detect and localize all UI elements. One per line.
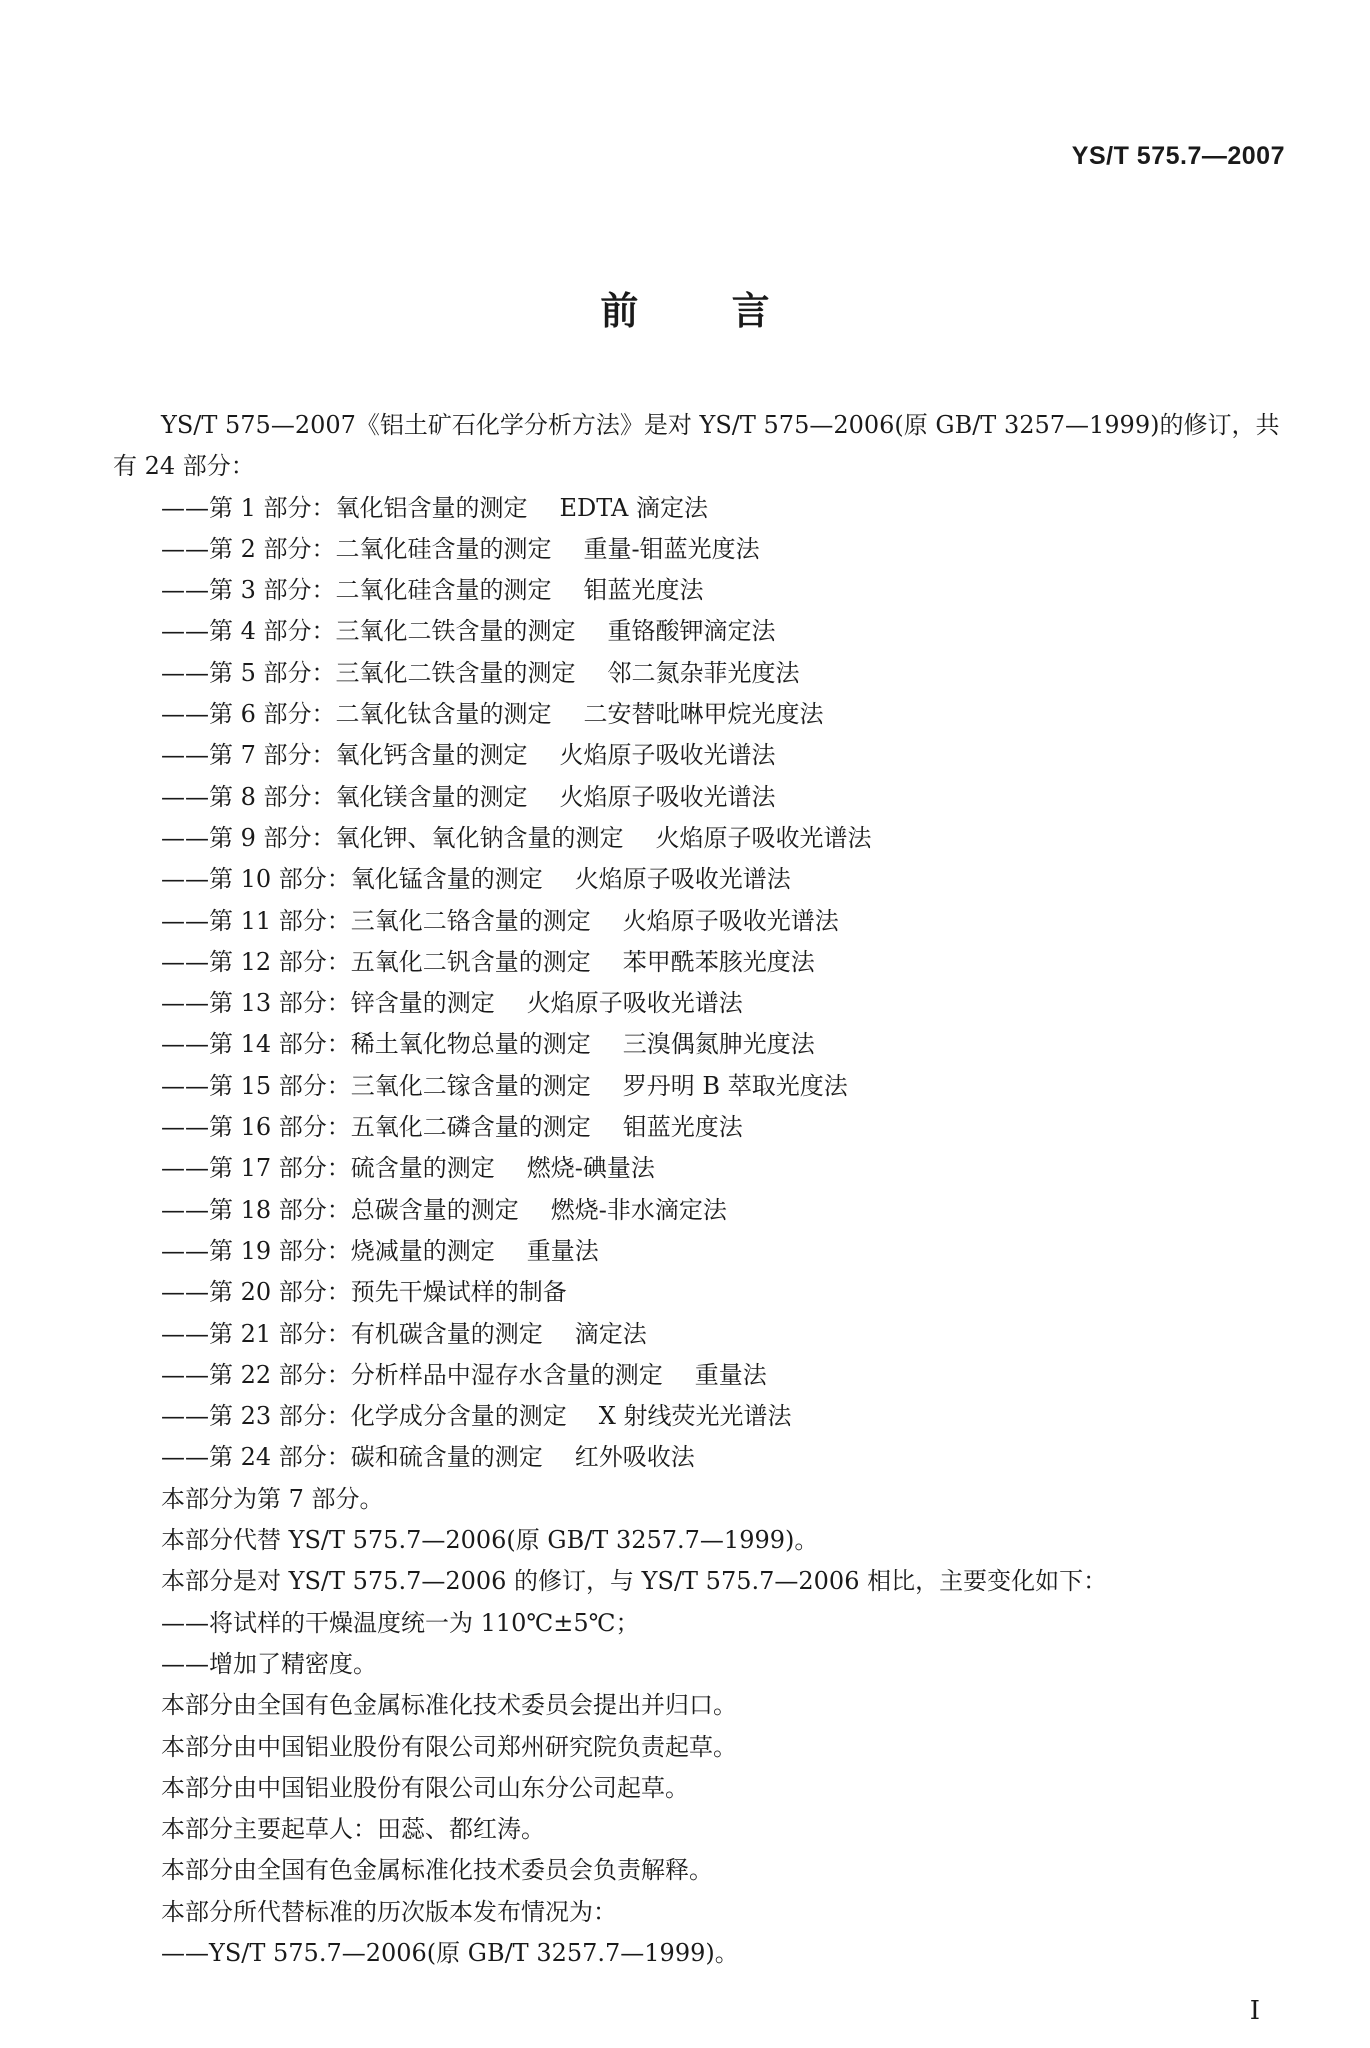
part-label: ——第 18 部分：总碳含量的测定 (161, 1195, 519, 1224)
part-item (113, 735, 1288, 776)
part-label: ——第 3 部分：二氧化硅含量的测定 (161, 576, 552, 605)
part-method: 燃烧-非水滴定法 (550, 1195, 727, 1224)
part-item (113, 694, 1288, 735)
page-number: I (1249, 1996, 1260, 2026)
body-paragraph: ——增加了精密度。 (161, 1649, 377, 1678)
part-label: ——第 17 部分：硫含量的测定 (161, 1154, 495, 1183)
part-item (113, 818, 1288, 859)
body-paragraph: 本部分所代替标准的历次版本发布情况为： (161, 1897, 617, 1926)
part-method: 重铬酸钾滴定法 (607, 617, 776, 646)
part-item (113, 859, 1288, 900)
part-label: ——第 6 部分：二氧化钛含量的测定 (161, 700, 552, 729)
body-paragraph: 本部分由全国有色金属标准化技术委员会负责解释。 (161, 1856, 713, 1885)
part-method: 钼蓝光度法 (622, 1113, 743, 1142)
part-item (113, 901, 1288, 942)
part-label: ——第 19 部分：烧减量的测定 (161, 1236, 495, 1265)
part-item (113, 1355, 1288, 1396)
part-item (113, 1024, 1288, 1065)
part-method: 火焰原子吸收光谱法 (622, 906, 839, 935)
parts-list (113, 488, 1288, 1479)
part-item (113, 1231, 1288, 1272)
body-paragraph: 本部分为第 7 部分。 (161, 1484, 384, 1513)
part-method: 三溴偶氮胂光度法 (622, 1030, 815, 1059)
body-paragraph: 本部分是对 YS/T 575.7—2006 的修订，与 YS/T 575.7—2006 相比，主要变化如下： (161, 1567, 1108, 1596)
part-item (113, 777, 1288, 818)
part-item (113, 1107, 1288, 1148)
part-label: ——第 11 部分：三氧化二铬含量的测定 (161, 906, 591, 935)
part-label: ——第 20 部分：预先干燥试样的制备 (161, 1278, 567, 1307)
part-label: ——第 16 部分：五氧化二磷含量的测定 (161, 1113, 591, 1142)
part-item (113, 1190, 1288, 1231)
part-method: 滴定法 (574, 1319, 647, 1348)
part-label: ——第 12 部分：五氧化二钒含量的测定 (161, 947, 591, 976)
part-method: 重量法 (694, 1360, 767, 1389)
part-method: 二安替吡啉甲烷光度法 (583, 700, 824, 729)
part-item (113, 983, 1288, 1024)
part-item (113, 653, 1288, 694)
part-method: 苯甲酰苯胲光度法 (622, 947, 815, 976)
part-label: ——第 14 部分：稀土氧化物总量的测定 (161, 1030, 591, 1059)
part-method: 火焰原子吸收光谱法 (526, 989, 743, 1018)
page-title: 前 言 (600, 289, 810, 333)
part-label: ——第 10 部分：氧化锰含量的测定 (161, 865, 543, 894)
part-method: 火焰原子吸收光谱法 (559, 741, 776, 770)
part-item (113, 1066, 1288, 1107)
body-paragraph: ——YS/T 575.7—2006(原 GB/T 3257.7—1999)。 (161, 1938, 739, 1967)
part-label: ——第 2 部分：二氧化硅含量的测定 (161, 534, 552, 563)
part-method: 火焰原子吸收光谱法 (574, 865, 791, 894)
part-item (113, 529, 1288, 570)
part-item (113, 611, 1288, 652)
part-label: ——第 22 部分：分析样品中湿存水含量的测定 (161, 1360, 663, 1389)
paragraphs (113, 1479, 1288, 1975)
part-item (113, 1437, 1288, 1478)
part-label: ——第 15 部分：三氧化二镓含量的测定 (161, 1071, 591, 1100)
part-label: ——第 13 部分：锌含量的测定 (161, 989, 495, 1018)
part-method: 燃烧-碘量法 (526, 1154, 655, 1183)
foreword-body (113, 405, 1288, 1974)
part-method: 钼蓝光度法 (583, 576, 704, 605)
body-paragraph: ——将试样的干燥温度统一为 110℃±5℃； (161, 1608, 640, 1637)
part-label: ——第 23 部分：化学成分含量的测定 (161, 1402, 567, 1431)
part-label: ——第 21 部分：有机碳含量的测定 (161, 1319, 543, 1348)
part-label: ——第 24 部分：碳和硫含量的测定 (161, 1443, 543, 1472)
part-method: X 射线荧光光谱法 (598, 1402, 792, 1431)
body-paragraph: 本部分由中国铝业股份有限公司郑州研究院负责起草。 (161, 1732, 737, 1761)
part-method: 重量-钼蓝光度法 (583, 534, 760, 563)
part-item (113, 942, 1288, 983)
part-label: ——第 4 部分：三氧化二铁含量的测定 (161, 617, 576, 646)
part-method: 罗丹明 B 萃取光度法 (622, 1071, 848, 1100)
part-item (113, 488, 1288, 529)
part-method: 重量法 (526, 1236, 599, 1265)
part-label: ——第 5 部分：三氧化二铁含量的测定 (161, 658, 576, 687)
intro-paragraph: YS/T 575—2007《铝土矿石化学分析方法》是对 YS/T 575—2006(原 GB/T 3257—1999)的修订，共有 24 部分： (113, 411, 1280, 481)
body-paragraph: 本部分由中国铝业股份有限公司山东分公司起草。 (161, 1773, 689, 1802)
part-method: 火焰原子吸收光谱法 (559, 782, 776, 811)
part-method: 火焰原子吸收光谱法 (655, 823, 872, 852)
part-item (113, 1148, 1288, 1189)
body-paragraph: 本部分主要起草人：田蕊、都红涛。 (161, 1815, 545, 1844)
part-item (113, 1272, 1288, 1313)
body-paragraph: 本部分代替 YS/T 575.7—2006(原 GB/T 3257.7—1999)。 (161, 1526, 819, 1555)
part-label: ——第 7 部分：氧化钙含量的测定 (161, 741, 528, 770)
part-method: 红外吸收法 (574, 1443, 695, 1472)
part-item (113, 570, 1288, 611)
part-item (113, 1396, 1288, 1437)
part-method: EDTA 滴定法 (559, 493, 708, 522)
part-label: ——第 1 部分：氧化铝含量的测定 (161, 493, 528, 522)
body-paragraph: 本部分由全国有色金属标准化技术委员会提出并归口。 (161, 1691, 737, 1720)
part-label: ——第 8 部分：氧化镁含量的测定 (161, 782, 528, 811)
part-method: 邻二氮杂菲光度法 (607, 658, 800, 687)
part-label: ——第 9 部分：氧化钾、氧化钠含量的测定 (161, 823, 624, 852)
document-code: YS/T 575.7—2007 (1071, 142, 1285, 170)
part-item (113, 1314, 1288, 1355)
